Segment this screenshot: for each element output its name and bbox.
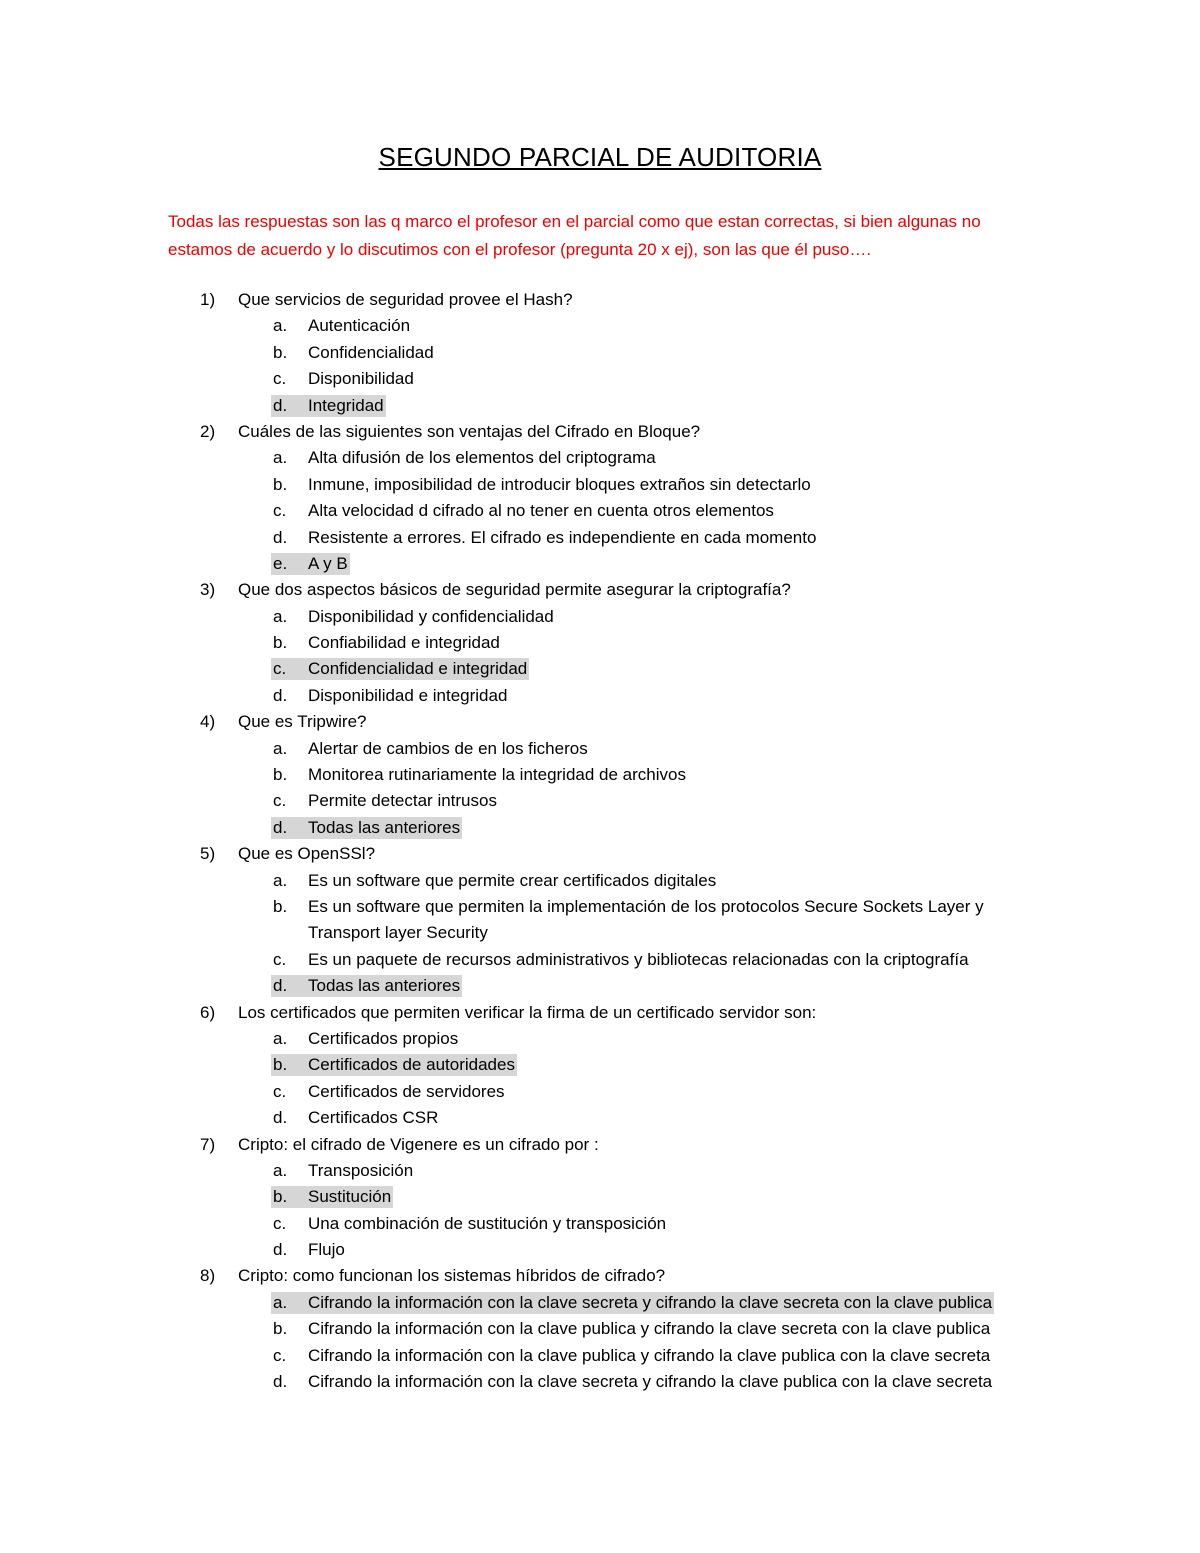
question-number: 2) <box>200 421 216 441</box>
option-letter: c. <box>273 1081 287 1101</box>
answer-option <box>0 1079 1200 1105</box>
option-letter: d. <box>273 1108 288 1128</box>
option-letter: c. <box>273 501 287 521</box>
answer-option-correct <box>0 1052 1200 1078</box>
option-text: Cifrando la información con la clave publica y cifrando la clave secreta con la clave publica <box>308 1319 991 1339</box>
answer-option <box>0 947 1200 973</box>
option-text: Monitorea rutinariamente la integridad de archivos <box>308 765 686 785</box>
question-2 <box>0 419 1200 445</box>
option-letter: d. <box>273 1372 288 1392</box>
option-text: Una combinación de sustitución y transposición <box>308 1213 667 1233</box>
option-letter: a. <box>273 448 288 468</box>
option-text: Disponibilidad <box>308 369 414 389</box>
answer-option-correct <box>0 656 1200 682</box>
question-text: Cripto: como funcionan los sistemas híbridos de cifrado? <box>238 1266 666 1286</box>
option-text: Resistente a errores. El cifrado es independiente en cada momento <box>308 527 817 547</box>
question-number: 4) <box>200 712 216 732</box>
option-letter: b. <box>273 342 288 362</box>
option-letter: b. <box>273 1055 288 1075</box>
question-text: Que es OpenSSl? <box>238 844 376 864</box>
answer-option-correct <box>0 973 1200 999</box>
option-letter: b. <box>273 896 288 916</box>
answer-option-correct <box>0 1290 1200 1316</box>
option-letter: b. <box>273 1319 288 1339</box>
option-letter: c. <box>273 1345 287 1365</box>
question-text: Que es Tripwire? <box>238 712 367 732</box>
question-number: 5) <box>200 844 216 864</box>
question-text: Los certificados que permiten verificar la firma de un certificado servidor son: <box>238 1002 817 1022</box>
answer-option <box>0 762 1200 788</box>
option-letter: d. <box>273 527 288 547</box>
option-letter: c. <box>273 369 287 389</box>
option-text: Todas las anteriores <box>308 817 461 837</box>
question-5 <box>0 841 1200 867</box>
option-letter: c. <box>273 659 287 679</box>
question-number: 3) <box>200 580 216 600</box>
option-text: Confidencialidad <box>308 342 434 362</box>
option-letter: a. <box>273 606 288 626</box>
option-letter: e. <box>273 553 288 573</box>
question-text: Que dos aspectos básicos de seguridad permite asegurar la criptografía? <box>238 580 791 600</box>
option-letter: b. <box>273 765 288 785</box>
option-text: Disponibilidad y confidencialidad <box>308 606 554 626</box>
option-text: Certificados CSR <box>308 1108 439 1128</box>
option-text: Confidencialidad e integridad <box>308 659 528 679</box>
answer-option <box>0 630 1200 656</box>
option-letter: c. <box>273 949 287 969</box>
option-letter: d. <box>273 1240 288 1260</box>
option-letter: a. <box>273 870 288 890</box>
page-title: SEGUNDO PARCIAL DE AUDITORIA <box>378 142 822 172</box>
answer-option <box>0 366 1200 392</box>
option-text: Confiabilidad e integridad <box>308 633 500 653</box>
question-number: 1) <box>200 290 216 309</box>
question-text: Cripto: el cifrado de Vigenere es un cifrado por : <box>238 1134 599 1154</box>
question-list <box>0 287 1200 1395</box>
option-letter: b. <box>273 1187 288 1207</box>
answer-option <box>0 340 1200 366</box>
option-text: Autenticación <box>308 316 411 336</box>
answer-option <box>0 683 1200 709</box>
question-number: 8) <box>200 1266 216 1286</box>
answer-option <box>0 445 1200 471</box>
answer-option <box>0 1105 1200 1131</box>
option-text: Integridad <box>308 395 384 415</box>
option-text: Sustitución <box>308 1187 392 1207</box>
answer-option-correct <box>0 393 1200 419</box>
professor-note: Todas las respuestas son las q marco el profesor en el parcial como que estan correctas, si bien algunas no estamos de acuerdo y lo discutimos con el profesor (pregunta 20 x ej), son las que él puso…. <box>168 212 981 259</box>
option-letter: b. <box>273 633 288 653</box>
answer-option <box>0 604 1200 630</box>
option-letter: d. <box>273 395 288 415</box>
option-letter: a. <box>273 1160 288 1180</box>
answer-option <box>0 1211 1200 1237</box>
answer-option <box>0 1237 1200 1263</box>
question-text: Que servicios de seguridad provee el Hash? <box>238 290 573 309</box>
answer-option-correct <box>0 1184 1200 1210</box>
option-text: Permite detectar intrusos <box>308 791 497 811</box>
question-8 <box>0 1263 1200 1289</box>
option-letter: d. <box>273 685 288 705</box>
answer-option <box>0 1316 1200 1342</box>
answer-option <box>0 1369 1200 1395</box>
answer-option <box>0 736 1200 762</box>
answer-option <box>0 525 1200 551</box>
option-text: Alertar de cambios de en los ficheros <box>308 738 588 758</box>
option-text: Todas las anteriores <box>308 976 461 996</box>
option-text: Transposición <box>308 1160 414 1180</box>
option-letter: a. <box>273 316 288 336</box>
option-text: Alta difusión de los elementos del criptograma <box>308 448 656 468</box>
option-letter: a. <box>273 738 288 758</box>
option-text: Cifrando la información con la clave secreta y cifrando la clave secreta con la clave publica <box>308 1292 993 1312</box>
option-text: Certificados propios <box>308 1028 459 1048</box>
option-text: Cifrando la información con la clave publica y cifrando la clave publica con la clave secreta <box>308 1345 991 1365</box>
question-number: 6) <box>200 1002 216 1022</box>
answer-option <box>0 1026 1200 1052</box>
option-text: Es un software que permite crear certificados digitales <box>308 870 717 890</box>
answer-option <box>0 894 1200 947</box>
option-text: Alta velocidad d cifrado al no tener en cuenta otros elementos <box>308 501 774 521</box>
answer-option <box>0 1158 1200 1184</box>
option-letter: c. <box>273 791 287 811</box>
answer-option <box>0 1343 1200 1369</box>
question-4 <box>0 709 1200 735</box>
question-text: Cuáles de las siguientes son ventajas del Cifrado en Bloque? <box>238 421 701 441</box>
answer-option <box>0 788 1200 814</box>
option-text: Es un software que permiten la implementación de los protocolos Secure Sockets Layer y Transport layer Security <box>308 896 984 943</box>
option-text: Certificados de autoridades <box>308 1055 515 1075</box>
answer-option-correct <box>0 815 1200 841</box>
option-letter: a. <box>273 1028 288 1048</box>
answer-option <box>0 472 1200 498</box>
question-1 <box>0 287 1200 313</box>
option-text: Cifrando la información con la clave secreta y cifrando la clave publica con la clave secreta <box>308 1372 993 1392</box>
option-text: Flujo <box>308 1240 345 1260</box>
answer-option <box>0 868 1200 894</box>
option-letter: d. <box>273 976 288 996</box>
option-text: Disponibilidad e integridad <box>308 685 508 705</box>
option-text: Es un paquete de recursos administrativos y bibliotecas relacionadas con la criptografía <box>308 949 969 969</box>
question-number: 7) <box>200 1134 216 1154</box>
answer-option-correct <box>0 551 1200 577</box>
answer-option <box>0 498 1200 524</box>
question-6 <box>0 1000 1200 1026</box>
option-letter: b. <box>273 474 288 494</box>
option-text: Certificados de servidores <box>308 1081 505 1101</box>
answer-option <box>0 313 1200 339</box>
question-7 <box>0 1132 1200 1158</box>
question-3 <box>0 577 1200 603</box>
option-letter: c. <box>273 1213 287 1233</box>
option-letter: d. <box>273 817 288 837</box>
option-text: A y B <box>308 553 348 573</box>
option-text: Inmune, imposibilidad de introducir bloques extraños sin detectarlo <box>308 474 811 494</box>
option-letter: a. <box>273 1292 288 1312</box>
